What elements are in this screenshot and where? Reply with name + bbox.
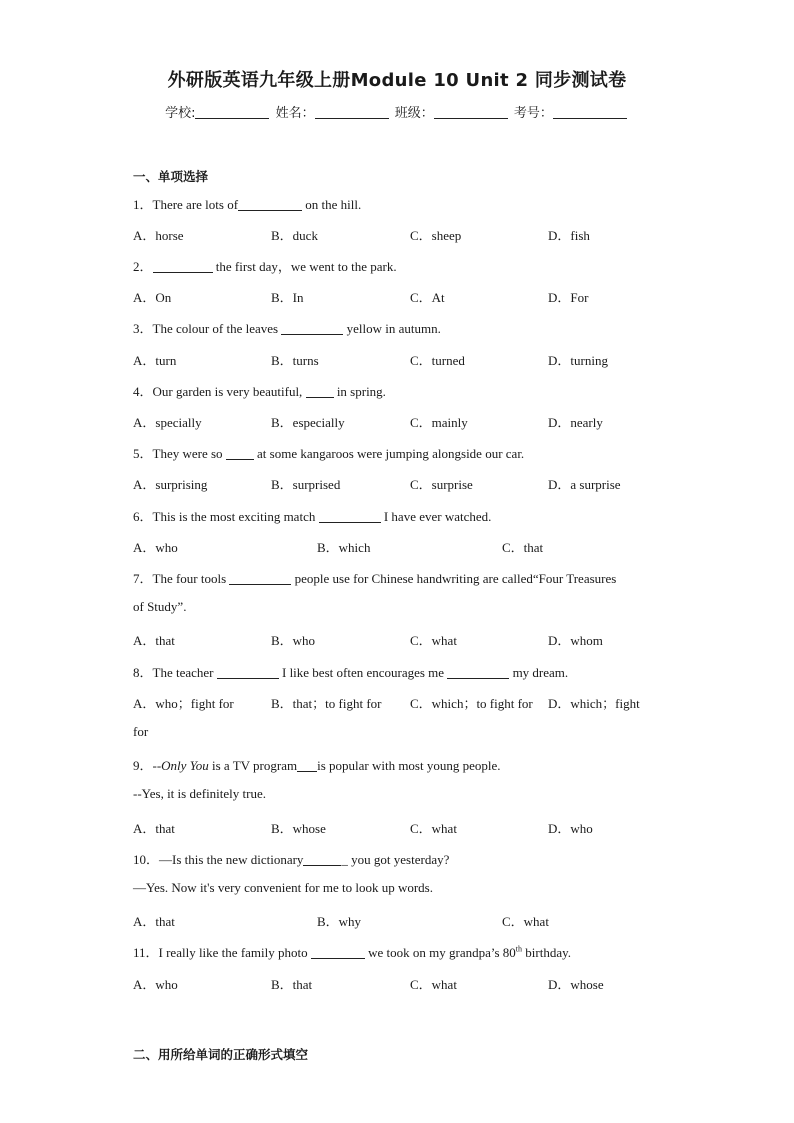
question-2 xyxy=(133,256,397,275)
question-11 xyxy=(133,942,571,961)
option[interactable]: A．that xyxy=(133,914,175,929)
question-text: 8．The teacher xyxy=(133,665,214,680)
options-8 xyxy=(133,693,673,711)
question-text: is popular with most young people. xyxy=(317,758,501,773)
question-text: _ you got yesterday? xyxy=(341,852,450,867)
option[interactable]: D．whose xyxy=(548,977,604,992)
option[interactable]: B．especially xyxy=(271,415,345,430)
option[interactable]: C．that xyxy=(502,540,544,555)
question-text: 9．-- xyxy=(133,758,162,773)
answer-blank[interactable] xyxy=(217,666,279,679)
option[interactable]: D．who xyxy=(548,821,593,836)
number-field[interactable] xyxy=(553,105,627,119)
question-text: my dream. xyxy=(512,665,569,680)
question-5 xyxy=(133,443,524,462)
answer-blank[interactable] xyxy=(306,385,334,398)
question-text: 1．There are lots of xyxy=(133,197,239,212)
options-7 xyxy=(133,630,673,648)
question-text: 10．—Is this the new dictionary xyxy=(133,852,304,867)
option[interactable]: A．who；fight for xyxy=(133,696,234,711)
question-text: 4．Our garden is very beautiful, xyxy=(133,384,303,399)
option[interactable]: C．turned xyxy=(410,353,465,368)
answer-blank[interactable] xyxy=(281,322,343,335)
question-text: 6．This is the most exciting match xyxy=(133,509,316,524)
question-7 xyxy=(133,568,616,587)
option[interactable]: B．In xyxy=(271,290,304,305)
option[interactable]: A．that xyxy=(133,633,175,648)
school-field[interactable] xyxy=(195,105,269,119)
question-text: 3．The colour of the leaves xyxy=(133,321,279,336)
option[interactable]: D．which；fight xyxy=(548,696,640,711)
question-10-reply: —Yes. Now it's very convenient for me to look up words. xyxy=(133,880,433,895)
question-text: at some kangaroos were jumping alongside our car. xyxy=(257,446,525,461)
option[interactable]: A．turn xyxy=(133,353,177,368)
name-field[interactable] xyxy=(315,105,389,119)
option[interactable]: A．who xyxy=(133,540,178,555)
option[interactable]: B．why xyxy=(317,914,362,929)
option[interactable]: B．whose xyxy=(271,821,326,836)
option[interactable]: D．nearly xyxy=(548,415,603,430)
question-text: the first day，we went to the park. xyxy=(215,259,397,274)
name-label: 姓名： xyxy=(275,106,315,121)
question-3 xyxy=(133,318,441,337)
option[interactable]: D．For xyxy=(548,290,589,305)
answer-blank[interactable] xyxy=(229,572,291,585)
question-text: birthday. xyxy=(522,945,572,960)
option[interactable]: D．fish xyxy=(548,228,590,243)
option[interactable]: B．duck xyxy=(271,228,318,243)
question-text: yellow in autumn. xyxy=(346,321,441,336)
option[interactable]: C．which；to fight for xyxy=(410,696,533,711)
question-6 xyxy=(133,506,491,525)
option[interactable]: C．what xyxy=(410,633,457,648)
option[interactable]: B．turns xyxy=(271,353,319,368)
question-text: people use for Chinese handwriting are called“Four Treasures xyxy=(294,571,617,586)
student-info xyxy=(0,102,794,121)
option[interactable]: A．horse xyxy=(133,228,184,243)
option[interactable]: A．surprising xyxy=(133,477,208,492)
options-2 xyxy=(133,287,673,305)
question-text: is a TV program xyxy=(211,758,298,773)
answer-blank[interactable] xyxy=(238,198,302,211)
option[interactable]: C．what xyxy=(410,977,457,992)
answer-blank[interactable] xyxy=(311,946,365,959)
option[interactable]: A．who xyxy=(133,977,178,992)
option[interactable]: C．sheep xyxy=(410,228,462,243)
question-4 xyxy=(133,381,386,400)
answer-blank[interactable] xyxy=(153,260,213,273)
number-label: 考号： xyxy=(513,106,553,121)
options-6 xyxy=(133,537,673,555)
answer-blank[interactable] xyxy=(319,510,381,523)
option[interactable]: B．who xyxy=(271,633,316,648)
school-label: 学校: xyxy=(165,106,196,121)
option[interactable]: D．a surprise xyxy=(548,477,621,492)
options-5 xyxy=(133,474,673,492)
option[interactable]: A．On xyxy=(133,290,172,305)
option[interactable]: C．At xyxy=(410,290,445,305)
option[interactable]: B．which xyxy=(317,540,371,555)
question-10 xyxy=(133,849,449,868)
question-text: I have ever watched. xyxy=(383,509,492,524)
option[interactable]: B．surprised xyxy=(271,477,341,492)
question-text: on the hill. xyxy=(305,197,362,212)
answer-blank[interactable] xyxy=(297,759,317,772)
class-label: 班级： xyxy=(394,106,434,121)
options-10 xyxy=(133,911,673,929)
question-9-reply: --Yes, it is definitely true. xyxy=(133,786,266,801)
option[interactable]: C．mainly xyxy=(410,415,468,430)
ordinal-suffix: th xyxy=(515,944,523,954)
options-11 xyxy=(133,974,673,992)
question-text: 7．The four tools xyxy=(133,571,227,586)
program-title: Only You xyxy=(161,758,209,773)
class-field[interactable] xyxy=(434,105,508,119)
answer-blank[interactable] xyxy=(303,853,341,866)
question-1 xyxy=(133,194,361,213)
option[interactable]: A．that xyxy=(133,821,175,836)
question-8 xyxy=(133,662,568,681)
option[interactable]: C．what xyxy=(502,914,549,929)
options-3 xyxy=(133,350,673,368)
option[interactable]: A．specially xyxy=(133,415,202,430)
section-heading: 一、单项选择 xyxy=(133,169,209,184)
option[interactable]: D．turning xyxy=(548,353,608,368)
option[interactable]: D．whom xyxy=(548,633,603,648)
options-1 xyxy=(133,225,673,243)
page-title: 外研版英语九年级上册Module 10 Unit 2 同步测试卷 xyxy=(167,70,627,91)
question-9 xyxy=(133,755,501,774)
option[interactable]: C．what xyxy=(410,821,457,836)
question-text: 2． xyxy=(133,259,153,274)
option[interactable]: B．that；to fight for xyxy=(271,696,382,711)
section-heading: 二、用所给单词的正确形式填空 xyxy=(133,1047,309,1062)
question-text: we took on my grandpa’s 80 xyxy=(368,945,516,960)
options-4 xyxy=(133,412,673,430)
option[interactable]: C．surprise xyxy=(410,477,473,492)
answer-blank[interactable] xyxy=(447,666,509,679)
option-wrap: for xyxy=(133,724,149,739)
question-text: in spring. xyxy=(336,384,386,399)
question-text: 11．I really like the family photo xyxy=(133,945,308,960)
answer-blank[interactable] xyxy=(226,447,254,460)
question-text: 5．They were so xyxy=(133,446,223,461)
question-7-continued: of Study”. xyxy=(133,599,187,614)
question-text: I like best often encourages me xyxy=(281,665,445,680)
option[interactable]: B．that xyxy=(271,977,313,992)
options-9 xyxy=(133,818,673,836)
